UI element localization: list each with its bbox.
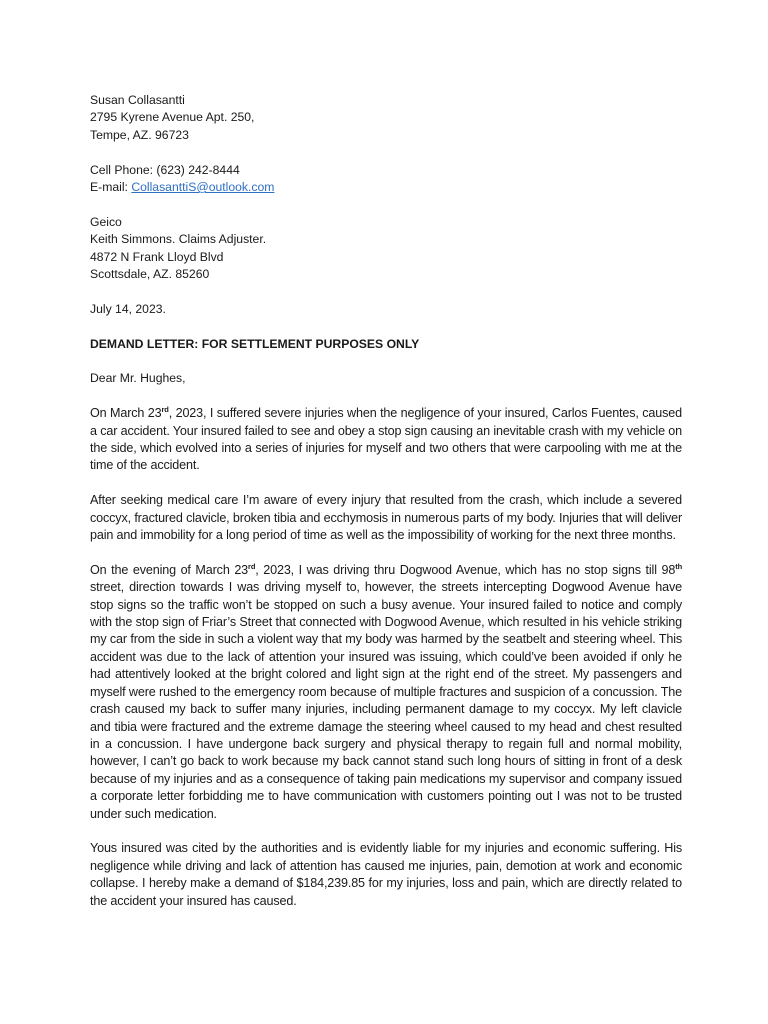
sender-address-line-2: Tempe, AZ. 96723 xyxy=(90,127,189,142)
salutation: Dear Mr. Hughes, xyxy=(90,371,186,386)
sender-block xyxy=(90,92,682,144)
sender-address-line-1: 2795 Kyrene Avenue Apt. 250, xyxy=(90,110,255,125)
letter-date: July 14, 2023. xyxy=(90,301,166,316)
paragraph-accident-details: On the evening of March 23rd, 2023, I was driving thru Dogwood Avenue, which has no stop signs till 98th street, direction towards I was driving myself to, however, the streets intercepting Dogwood Avenue have stop signs so the traffic won’t be stopped on such a busy avenue. Your insured failed to notice and comply with the stop sign of Friar’s Street that connected with Dogwood Avenue, which resulted in his vehicle striking my car from the side in such a violent way that my body was harmed by the seatbelt and steering wheel. This accident was due to the lack of attention your insured was issuing, which could’ve been avoided if only he had attentively looked at the bright colored and light sign at the right end of the street. My passengers and myself were rushed to the emergency room because of multiple fractures and suspicion of a concussion. The crash caused my back to suffer many injuries, including permanent damage to my coccyx. My left clavicle and tibia were fractured and the extreme damage the steering wheel caused to my head and chest resulted in a concussion. I have undergone back surgery and physical therapy to regain full and normal mobility, however, I can’t go back to work because my back cannot stand such long hours of sitting in front of a desk because of my injuries and as a consequence of taking pain medications my supervisor and company issued a corporate letter forbidding me to have communication with customers pointing out I was not to be trusted under such medication. xyxy=(90,561,682,821)
recipient-address-line-1: 4872 N Frank Lloyd Blvd xyxy=(90,249,224,264)
sender-name: Susan Collasantti xyxy=(90,93,185,107)
paragraph-accident-summary: On March 23rd, 2023, I suffered severe injuries when the negligence of your insured, Carlos Fuentes, caused a car accident. Your insured failed to see and obey a stop sign causing an inevitable crash with my vehicle on the side, which evolved into a series of injuries for myself and two others that were carpooling with me at the time of the accident. xyxy=(90,405,682,473)
cell-phone-line xyxy=(90,162,682,179)
recipient-name: Keith Simmons. Claims Adjuster. xyxy=(90,232,267,247)
cell-phone-label: Cell Phone: xyxy=(90,162,157,177)
paragraph-injuries: After seeking medical care I’m aware of every injury that resulted from the crash, which include a severed coccyx, fractured clavicle, broken tibia and ecchymosis in numerous parts of my body. Injuries that will deliver pain and immobility for a long period of time as well as the impossibility of working for the next three months. xyxy=(90,493,682,543)
letter-subject: DEMAND LETTER: FOR SETTLEMENT PURPOSES ONLY xyxy=(90,336,420,351)
paragraph-demand: Yous insured was cited by the authorities and is evidently liable for my injuries and economic suffering. His negligence while driving and lack of attention has caused me injuries, pain, demotion at work and economic collapse. I hereby make a demand of $184,239.85 for my injuries, loss and pain, which are directly related to the accident your insured has caused. xyxy=(90,841,682,908)
email-label: E-mail: xyxy=(90,180,132,195)
email-link[interactable]: CollasanttiS@outlook.com xyxy=(131,180,275,195)
contact-block xyxy=(90,162,682,197)
recipient-address-line-2: Scottsdale, AZ. 85260 xyxy=(90,267,210,282)
recipient-block xyxy=(90,214,682,284)
email-line xyxy=(90,179,682,196)
cell-phone-value: (623) 242-8444 xyxy=(156,162,240,177)
recipient-company: Geico xyxy=(90,214,122,229)
